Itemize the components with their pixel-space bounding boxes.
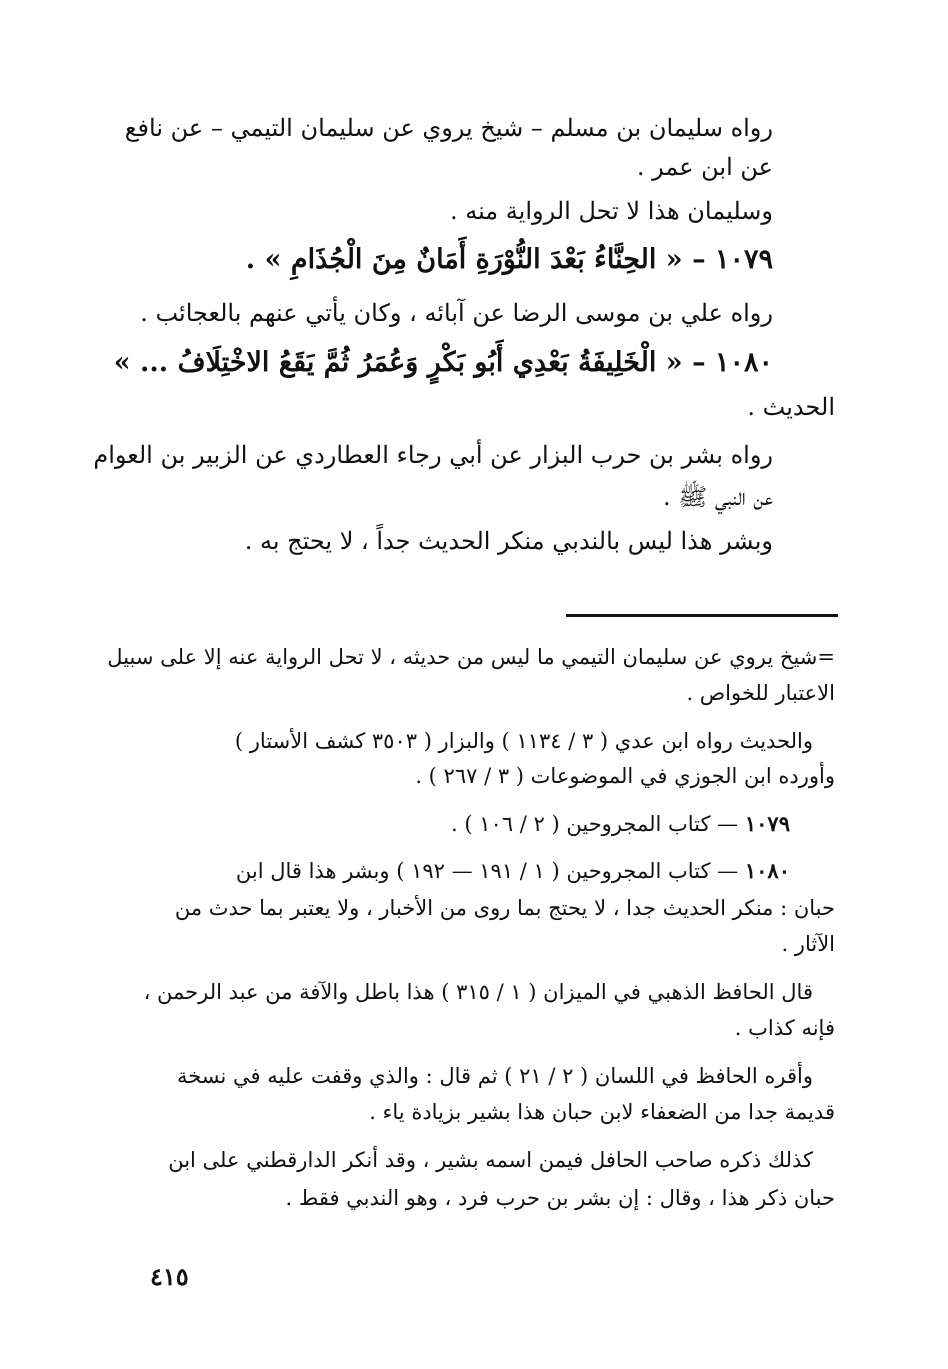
footnote-line: حبان ذكر هذا ، وقال : إن بشر بن حرب فرد ، وهو الندبي فقط .: [285, 1186, 835, 1210]
footnote-line: وأورده ابن الجوزي في الموضوعات ( ٣ / ٢٦٧ ) .: [415, 764, 835, 788]
main-text-line: وسليمان هذا لا تحل الرواية منه .: [449, 197, 773, 225]
main-text-line: وبشر هذا ليس بالندبي منكر الحديث جداً ، لا يحتج به .: [244, 527, 773, 555]
footnote-separator: [566, 614, 838, 617]
footnote-line: وأقره الحافظ في اللسان ( ٢ / ٢١ ) ثم قال : والذي وقفت عليه في نسخة: [176, 1064, 813, 1088]
footnote-text: — كتاب المجروحين ( ١ / ١٩١ — ١٩٢ ) وبشر هذا قال ابن: [235, 859, 739, 883]
main-text-line: رواه علي بن موسى الرضا عن آبائه ، وكان يأتي عنهم بالعجائب .: [140, 299, 773, 327]
page-number: ٤١٥: [150, 1262, 189, 1291]
footnote-line: =شيخ يروي عن سليمان التيمي ما ليس من حديثه ، لا تحل الرواية عنه إلا على سبيل: [107, 645, 835, 669]
hadith-heading-1079: ١٠٧٩ – « الحِنَّاءُ بَعْدَ النُّوْرَةِ أَمَانٌ مِنَ الْجُذَامِ » .: [245, 244, 773, 275]
hadith-heading-1080-tail: الحديث .: [747, 393, 835, 421]
hadith-heading-1080: ١٠٨٠ – « الْخَلِيفَةُ بَعْدِي أَبُو بَكْرٍ وَعُمَرُ ثُمَّ يَقَعُ الاخْتِلَافُ ... »: [113, 347, 773, 378]
footnote-line: كذلك ذكره صاحب الحافل فيمن اسمه بشير ، وقد أنكر الدارقطني على ابن: [168, 1148, 813, 1172]
footnote-1080: [236, 857, 790, 885]
footnote-number: ١٠٨٠: [744, 858, 790, 883]
footnote-text: — كتاب المجروحين ( ٢ / ١٠٦ ) .: [451, 812, 739, 836]
footnote-line: الآثار .: [781, 932, 835, 956]
footnote-line: فإنه كذاب .: [734, 1016, 835, 1040]
footnote-1079: [451, 810, 790, 838]
main-text-line: عن ابن عمر .: [636, 153, 773, 181]
footnote-line: قديمة جدا من الضعفاء لابن حبان هذا بشير بزيادة ياء .: [369, 1100, 835, 1124]
main-text-line: عن النبي ﷺ .: [662, 483, 773, 511]
main-text-line: رواه بشر بن حرب البزار عن أبي رجاء العطاردي عن الزبير بن العوام: [93, 441, 773, 469]
footnote-line: الاعتبار للخواص .: [686, 681, 835, 705]
footnote-number: ١٠٧٩: [744, 811, 790, 836]
footnote-line: والحديث رواه ابن عدي ( ٣ / ١١٣٤ ) والبزار ( ٣٥٠٣ كشف الأستار ): [234, 729, 813, 753]
footnote-line: قال الحافظ الذهبي في الميزان ( ١ / ٣١٥ ) هذا باطل والآفة من عبد الرحمن ،: [143, 980, 813, 1004]
main-text-line: رواه سليمان بن مسلم – شيخ يروي عن سليمان التيمي – عن نافع: [124, 114, 773, 142]
footnote-line: حبان : منكر الحديث جدا ، لا يحتج بما روى من الأخبار ، ولا يعتبر بما حدث من: [174, 896, 835, 920]
